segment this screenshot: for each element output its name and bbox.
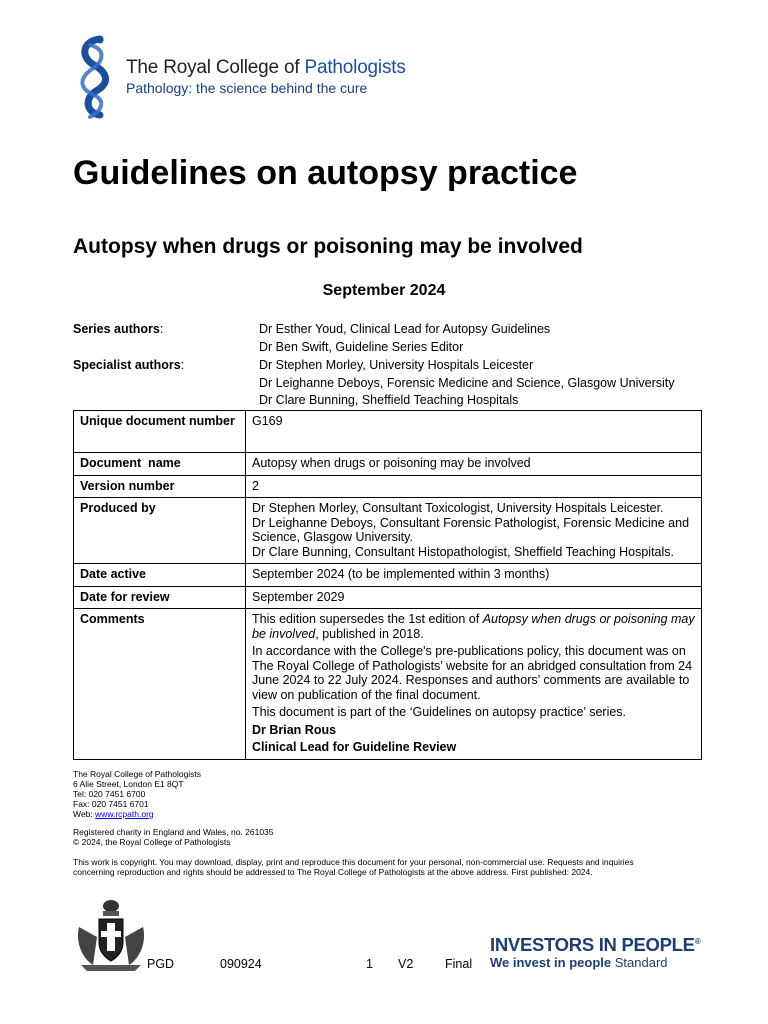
document-info-table [73,410,702,760]
website-link[interactable]: www.rcpath.org [95,809,154,819]
footer-ref: 090924 [220,957,262,971]
serpent-icon [70,35,120,120]
rcpath-logo [70,35,406,120]
footer-code: PGD [147,957,175,971]
page-number: 1 [366,957,373,971]
doc-name-value: Autopsy when drugs or poisoning may be involved [246,453,702,476]
table-row [74,498,702,564]
producer-1: Dr Stephen Morley, Consultant Toxicologist, University Hospitals Leicester. [252,501,664,515]
version-value: 2 [246,475,702,498]
footer-address: 6 Alie Street, London E1 8QT [73,779,184,789]
comments-label: Comments [74,609,246,760]
comments-signer-role: Clinical Lead for Guideline Review [252,740,457,754]
date-review-label: Date for review [74,586,246,609]
comments-paragraph-2: In accordance with the College’s pre-publications policy, this document was on The Royal College of Pathologists’ website for an abridged consultation from 24 June 2024 to 22 July 2024. Responses and authors’ comments are available to view on publication of the final document. [252,644,693,702]
produced-by-value [246,498,702,564]
iip-tagline: We invest in people Standard [490,955,668,970]
comments-value [246,609,702,760]
specialist-author-1: Dr Stephen Morley, University Hospitals Leicester [259,358,534,372]
footer-charity: Registered charity in England and Wales, no. 261035 [73,827,274,837]
produced-by-label: Produced by [74,498,246,564]
specialist-author-3: Dr Clare Bunning, Sheffield Teaching Hospitals [259,393,519,407]
table-row [74,453,702,476]
table-row [74,586,702,609]
investors-in-people-logo [490,934,710,974]
table-row [74,564,702,587]
footer-notice-1: This work is copyright. You may download, display, print and reproduce this document for your personal, non-commercial use. Requests and inquiries [73,857,634,867]
footer-status: Final [445,957,473,971]
comments-paragraph-3: This document is part of the ‘Guidelines on autopsy practice’ series. [252,705,627,719]
iip-title: INVESTORS IN PEOPLE® [490,934,701,955]
footer-tel: Tel: 020 7451 6700 [73,789,146,799]
comments-paragraph-1: This edition supersedes the 1st edition of Autopsy when drugs or poisoning may be involved, published in 2018. [252,612,695,641]
series-author-1: Dr Esther Youd, Clinical Lead for Autopsy Guidelines [259,322,551,336]
date-active-label: Date active [74,564,246,587]
footer-web: Web: www.rcpath.org [73,809,154,819]
footer-copyright: © 2024, the Royal College of Pathologists [73,837,231,847]
doc-name-label: Document name [74,453,246,476]
unique-doc-label: Unique document number [74,411,246,453]
footer-notice-2: concerning reproduction and rights should be addressed to The Royal College of Pathologists at the above address. First published: 2024. [73,867,593,877]
footer-version: V2 [398,957,414,971]
series-authors-label: Series authors: [73,322,164,336]
table-row [74,475,702,498]
producer-2: Dr Leighanne Deboys, Consultant Forensic Pathologist, Forensic Medicine and Science, Glasgow University. [252,515,690,544]
comments-signer: Dr Brian Rous [252,722,337,737]
version-label: Version number [74,475,246,498]
logo-tagline: Pathology: the science behind the cure [126,80,368,96]
footer-fax: Fax: 020 7451 6701 [73,799,149,809]
table-row [74,411,702,453]
producer-3: Dr Clare Bunning, Consultant Histopathologist, Sheffield Teaching Hospitals. [252,544,675,559]
page-title: Guidelines on autopsy practice [73,154,578,192]
date-review-value: September 2029 [246,586,702,609]
logo-title: The Royal College of Pathologists [126,57,406,78]
date-active-value: September 2024 (to be implemented within 3 months) [246,564,702,587]
document-date: September 2024 [322,282,446,299]
specialist-authors-label: Specialist authors: [73,358,185,372]
page-subtitle: Autopsy when drugs or poisoning may be involved [73,235,583,258]
table-row [74,609,702,760]
specialist-author-2: Dr Leighanne Deboys, Forensic Medicine and Science, Glasgow University [259,376,675,390]
footer-org: The Royal College of Pathologists [73,769,202,779]
series-author-2: Dr Ben Swift, Guideline Series Editor [259,340,464,354]
unique-doc-value: G169 [246,411,702,453]
